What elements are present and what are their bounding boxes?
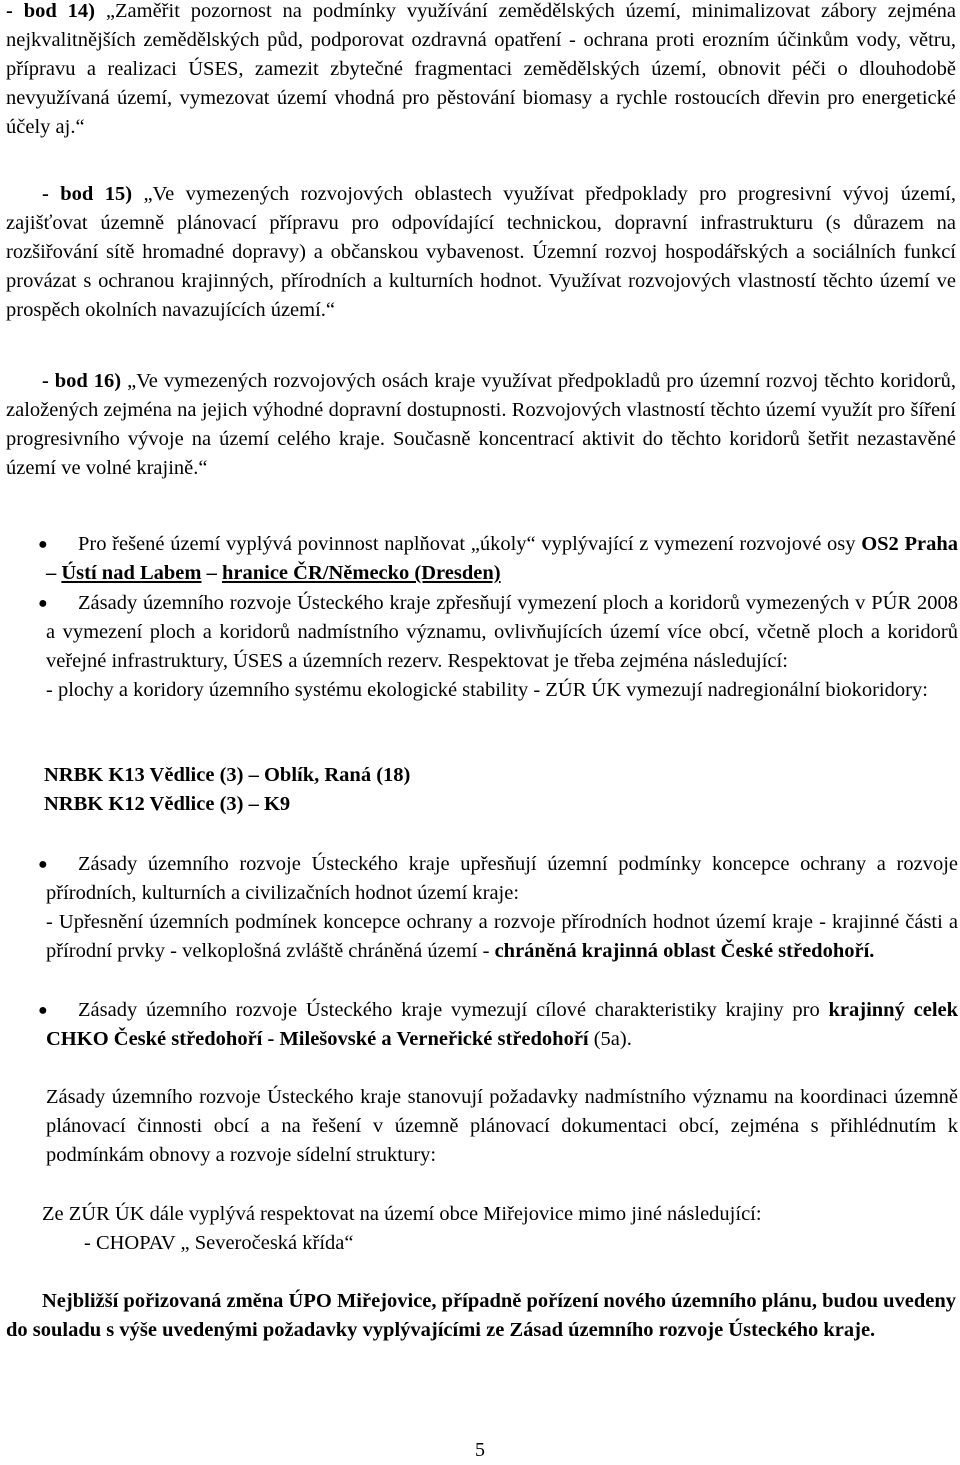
zur-line-1: Ze ZÚR ÚK dále vyplývá respektovat na území obce Miřejovice mimo jiné následující: [42, 1203, 762, 1225]
hranice-cr-nemecko: hranice ČR/Německo (Dresden) [221, 562, 501, 584]
bullet-3-text: Zásady územního rozvoje Ústeckého kraje upřesňují územní podmínky koncepce ochrany a rozvoje přírodních, kulturních a civilizačních hodnot území kraje: [46, 853, 958, 904]
page-number: 5 [475, 1439, 485, 1461]
paragraph-bod-16 [6, 367, 956, 483]
usti-nad-labem: Ústí nad Labem [61, 562, 202, 584]
bullet-item-zpresnuji [38, 589, 958, 705]
bullet-1-lead: Pro řešené území vyplývá povinnost naplňovat „úkoly“ vyplývající z vymezení rozvojové osy [78, 533, 856, 555]
bod-15-label: - bod 15) [42, 183, 133, 205]
bullet-dot-icon: ● [38, 595, 48, 612]
dash-1: – [46, 562, 62, 584]
bullet-2-text: Zásady územního rozvoje Ústeckého kraje zpřesňují vymezení ploch a koridorů vymezených v PÚR 2008 a vymezení ploch a koridorů nadmístního významu, ovlivňujících území více obcí, včetně ploch a koridorů veřejné infrastruktury, ÚSES a územních rezerv. Respektovat je třeba zejména následující: [46, 592, 958, 672]
bullet-item-rozvojova-osa [38, 530, 959, 588]
os2-praha: OS2 Praha [861, 533, 959, 555]
paragraph-zur [42, 1200, 958, 1258]
bullet-3-line2-text: - Upřesnění územních podmínek koncepce ochrany a rozvoje přírodních hodnot území kraje - krajinné části a přírodní prvky - velkoplošná zvláště chráněná území - [46, 911, 958, 962]
bullet-1-text [46, 530, 958, 588]
dash-2: – [201, 562, 222, 584]
bod-14-text: „Zaměřit pozornost na podmínky využívání zemědělských území, minimalizovat zábory zejména nejkvalitnějších zemědělských půd, podporovat ozdravná opatření - ochrana proti erozním účinkům vody, větru, přípravu a realizaci ÚSES, zamezit zbytečné fragmentaci zemědělských území, obnovit péči o dlouhodobě nevyužívaná území, vymezovat území vhodná pro pěstování biomasy a rychle rostoucích dřevin pro energetické účely aj.“ [6, 0, 956, 138]
nrbk-k13: NRBK K13 Vědlice (3) – Oblík, Raná (18) [44, 764, 411, 786]
paragraph-final: Nejbližší pořizovaná změna ÚPO Miřejovice, případně pořízení nového územního plánu, budou uvedeny do souladu s výše uvedenými požadavky vyplývajícími ze Zásad územního rozvoje Ústeckého kraje. [6, 1290, 956, 1341]
bullet-4-tail: (5a). [588, 1028, 632, 1050]
bod-14-label: - bod 14) [6, 0, 96, 22]
zur-line-2: - CHOPAV „ Severočeská křída“ [84, 1232, 354, 1254]
bullet-3-line2 [46, 908, 958, 966]
nrbk-list [44, 761, 410, 819]
bullet-item-vymezuji [38, 996, 959, 1054]
bullet-4-lead: Zásady územního rozvoje Ústeckého kraje vymezují cílové charakteristiky krajiny pro [78, 999, 820, 1021]
bullet-2-line2: - plochy a koridory územního systému ekologické stability - ZÚR ÚK vymezují nadregionální biokoridory: [46, 679, 928, 701]
paragraph-bod-15 [6, 180, 956, 325]
bullet-dot-icon: ● [38, 856, 48, 873]
nrbk-k12: NRBK K12 Vědlice (3) – K9 [44, 793, 291, 815]
bod-16-text: „Ve vymezených rozvojových osách kraje využívat předpokladů pro územní rozvoj těchto koridorů, založených zejména na jejich výhodné dopravní dostupnosti. Rozvojových vlastností těchto území využít pro šíření progresivního vývoje na území celého kraje. Současně koncentrací aktivit do těchto koridorů šetřit nezastavěné území ve volné krajině.“ [6, 370, 956, 479]
bullet-4-bold: krajinný celek CHKO České středohoří - Milešovské a Verneřické středohoří [46, 999, 959, 1050]
bod-15-text: „Ve vymezených rozvojových oblastech využívat předpoklady pro progresivní vývoj území, zajišťovat územně plánovací přípravu pro odpovídající technickou, dopravní infrastrukturu (s důrazem na rozšiřování sítě hromadné dopravy) a občanskou vybavenost. Územní rozvoj hospodářských a sociálních funkcí provázat s ochranou krajinných, přírodních a kulturních hodnot. Využívat rozvojových vlastností těchto území ve prospěch okolních navazujících území.“ [6, 183, 957, 321]
bullet-dot-icon: ● [38, 1002, 48, 1019]
paragraph-bod-14 [6, 0, 956, 142]
bullet-dot-icon: ● [38, 536, 48, 553]
paragraph-zasady: Zásady územního rozvoje Ústeckého kraje stanovují požadavky nadmístního významu na koordinaci územně plánovací činnosti obcí a na řešení v územně plánovací dokumentaci obcí, zejména s přihlédnutím k podmínkám obnovy a rozvoje sídelní struktury: [46, 1086, 958, 1166]
bullet-item-upresnuji [38, 850, 958, 966]
bullet-4-text [46, 996, 958, 1054]
bod-16-label: - bod 16) [42, 370, 122, 392]
bullet-3-bold: chráněná krajinná oblast České středohoří. [494, 940, 875, 962]
